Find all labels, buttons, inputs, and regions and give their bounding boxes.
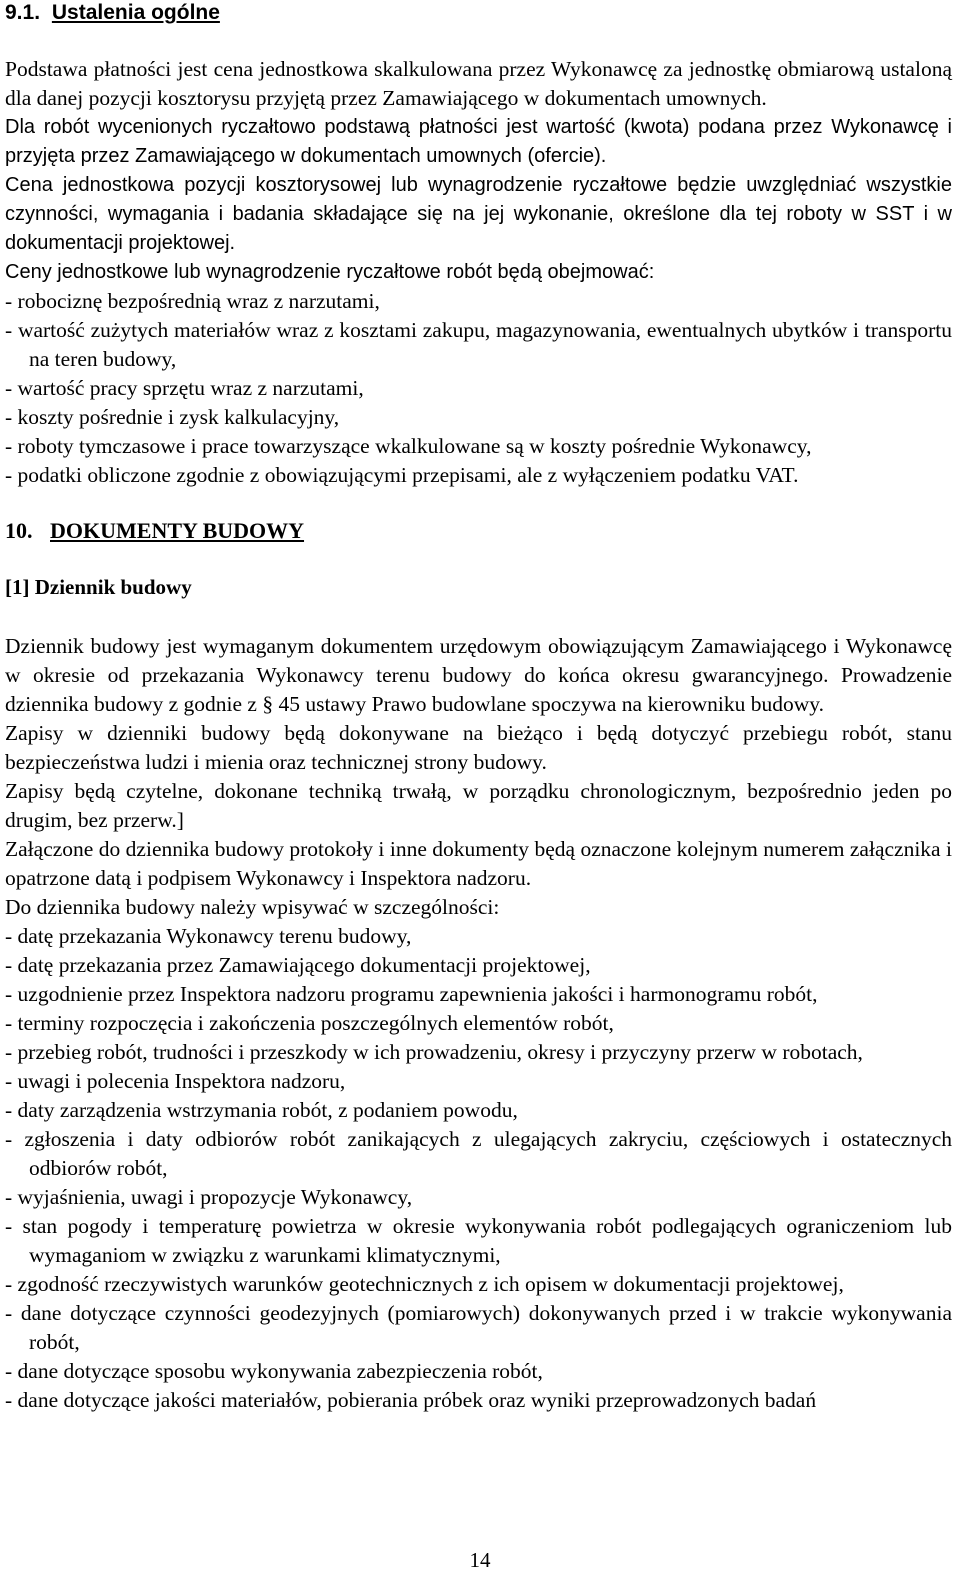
list-item: - przebieg robót, trudności i przeszkody w ich prowadzeniu, okresy i przyczyny przerw w robotach, bbox=[5, 1040, 863, 1064]
list-item: - wartość pracy sprzętu wraz z narzutami, bbox=[5, 376, 364, 400]
paragraph: Zapisy będą czytelne, dokonane techniką trwałą, w porządku chronologicznym, bezpośrednio jeden po drugim, bez przerw.] bbox=[5, 779, 952, 832]
section-number: 9.1. bbox=[5, 1, 41, 24]
section-title: Ustalenia ogólne bbox=[51, 1, 220, 24]
paragraph: Podstawa płatności jest cena jednostkowa skalkulowana przez Wykonawcę za jednostkę obmiarową ustaloną dla danej pozycji kosztorysu przyjętą przez Zamawiającego w dokumentach umownych. bbox=[5, 57, 952, 110]
list-item: - uzgodnienie przez Inspektora nadzoru programu zapewnienia jakości i harmonogramu robót, bbox=[5, 982, 818, 1006]
list-item: - stan pogody i temperaturę powietrza w okresie wykonywania robót podlegających ograniczeniom lub wymaganiom w związku z warunkami klimatycznymi, bbox=[5, 1214, 952, 1267]
list-item: - robociznę bezpośrednią wraz z narzutami, bbox=[5, 289, 380, 313]
list-item: - zgodność rzeczywistych warunków geotechnicznych z ich opisem w dokumentacji projektowej, bbox=[5, 1272, 844, 1296]
section-heading-9-1 bbox=[5, 0, 952, 27]
page-number: 14 bbox=[469, 1548, 491, 1572]
list-item: - zgłoszenia i daty odbiorów robót zanikających z ulegających zakryciu, częściowych i ostatecznych odbiorów robót, bbox=[5, 1127, 952, 1180]
list-item: - dane dotyczące jakości materiałów, pobierania próbek oraz wyniki przeprowadzonych badań bbox=[5, 1388, 817, 1412]
subsection-heading: [1] Dziennik budowy bbox=[5, 575, 192, 599]
paragraph: Ceny jednostkowe lub wynagrodzenie ryczałtowe robót będą obejmować: bbox=[5, 261, 655, 283]
list-item: - daty zarządzenia wstrzymania robót, z podaniem powodu, bbox=[5, 1098, 518, 1122]
paragraph: Do dziennika budowy należy wpisywać w szczególności: bbox=[5, 895, 500, 919]
list-item: - datę przekazania przez Zamawiającego dokumentacji projektowej, bbox=[5, 953, 591, 977]
cost-components-list bbox=[5, 287, 952, 490]
list-item: - koszty pośrednie i zysk kalkulacyjny, bbox=[5, 405, 340, 429]
list-item: - dane dotyczące sposobu wykonywania zabezpieczenia robót, bbox=[5, 1359, 543, 1383]
list-item: - terminy rozpoczęcia i zakończenia poszczególnych elementów robót, bbox=[5, 1011, 614, 1035]
paragraph: Cena jednostkowa pozycji kosztorysowej lub wynagrodzenie ryczałtowe będzie uwzględniać wszystkie czynności, wymagania i badania składające się na jej wykonanie, określone dla tej roboty w SST i w dokumentacji projektowej. bbox=[5, 174, 952, 254]
list-item: - wartość zużytych materiałów wraz z kosztami zakupu, magazynowania, ewentualnych ubytków i transportu na teren budowy, bbox=[5, 318, 952, 371]
diary-entries-list bbox=[5, 922, 952, 1415]
list-item: - wyjaśnienia, uwagi i propozycje Wykonawcy, bbox=[5, 1185, 413, 1209]
section-heading-10 bbox=[5, 516, 952, 545]
list-item: - podatki obliczone zgodnie z obowiązującymi przepisami, ale z wyłączeniem podatku VAT. bbox=[5, 463, 799, 487]
section-title: DOKUMENTY BUDOWY bbox=[50, 518, 305, 543]
paragraph: Zapisy w dzienniki budowy będą dokonywane na bieżąco i będą dotyczyć przebiegu robót, stanu bezpieczeństwa ludzi i mienia oraz technicznej strony budowy. bbox=[5, 721, 952, 774]
list-item: - uwagi i polecenia Inspektora nadzoru, bbox=[5, 1069, 346, 1093]
list-item: - dane dotyczące czynności geodezyjnych (pomiarowych) dokonywanych przed i w trakcie wykonywania robót, bbox=[5, 1301, 952, 1354]
paragraph: Dla robót wycenionych ryczałtowo podstawą płatności jest wartość (kwota) podana przez Wykonawcę i przyjęta przez Zamawiającego w dokumentach umownych (ofercie). bbox=[5, 116, 952, 167]
paragraph: Dziennik budowy jest wymaganym dokumentem urzędowym obowiązującym Zamawiającego i Wykonawcę w okresie od przekazania Wykonawcy terenu budowy do końca okresu gwarancyjnego. Prowadzenie dziennika budowy z godnie z § 45 ustawy Prawo budowlane spoczywa na kierowniku budowy. bbox=[5, 634, 952, 716]
document-page bbox=[5, 0, 952, 1415]
list-item: - roboty tymczasowe i prace towarzyszące wkalkulowane są w koszty pośrednie Wykonawcy, bbox=[5, 434, 812, 458]
paragraph: Załączone do dziennika budowy protokoły i inne dokumenty będą oznaczone kolejnym numerem załącznika i opatrzone datą i podpisem Wykonawcy i Inspektora nadzoru. bbox=[5, 837, 952, 890]
list-item: - datę przekazania Wykonawcy terenu budowy, bbox=[5, 924, 412, 948]
section-number: 10. bbox=[5, 518, 33, 543]
